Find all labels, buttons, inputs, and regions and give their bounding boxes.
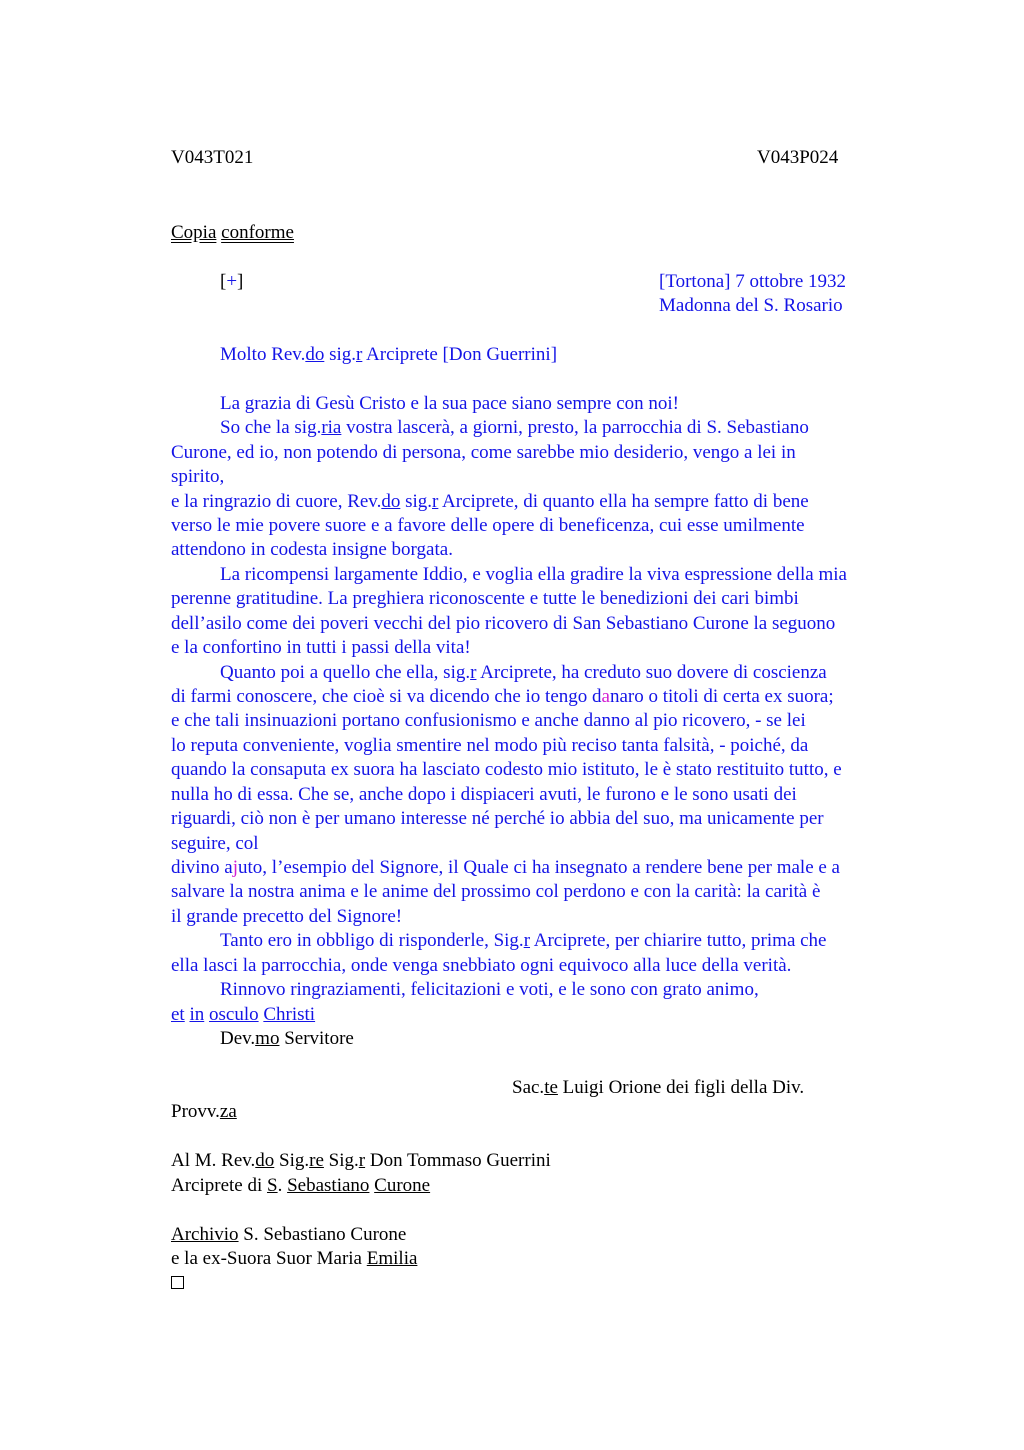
latin-greeting: et in osculo Christi xyxy=(171,1004,316,1025)
body-line: Rinnovo ringraziamenti, felicitazioni e voti, e le sono con grato animo, xyxy=(220,979,759,1000)
body-line: salvare la nostra anima e le anime del prossimo col perdono e con la carità: la carità è xyxy=(171,881,821,902)
document-code-right: V043P024 xyxy=(757,147,839,168)
document-code-left: V043T021 xyxy=(171,147,254,168)
end-box-icon xyxy=(171,1271,184,1295)
body-line: e la confortino in tutti i passi della vita! xyxy=(171,637,471,658)
closing: Dev.mo Servitore xyxy=(220,1028,354,1049)
body-line: attendono in codesta insigne borgata. xyxy=(171,539,453,560)
body-line: verso le mie povere suore e a favore delle opere di beneficenza, cui esse umilmente xyxy=(171,515,805,536)
body-line: quando la consaputa ex suora ha lasciato codesto mio istituto, le è stato restituito tutto, e xyxy=(171,759,842,780)
address-line: Arciprete di S. Sebastiano Curone xyxy=(171,1175,431,1196)
body-line: seguire, col xyxy=(171,833,259,854)
body-line: e la ringrazio di cuore, Rev.do sig.r Arciprete, di quanto ella ha sempre fatto di bene xyxy=(171,491,809,512)
letter-date: [Tortona] 7 ottobre 1932 xyxy=(659,271,847,292)
body-line: divino ajuto, l’esempio del Signore, il Quale ci ha insegnato a rendere bene per male e a xyxy=(171,857,840,878)
body-line: ella lasci la parrocchia, onde venga snebbiato ogni equivoco alla luce della verità. xyxy=(171,955,792,976)
cross-mark: [+] xyxy=(220,271,244,292)
archive-line: Archivio S. Sebastiano Curone xyxy=(171,1224,407,1245)
body-line: nulla ho di essa. Che se, anche dopo i dispiaceri avuti, le furono e le sono usati dei xyxy=(171,784,797,805)
body-line: dell’asilo come dei poveri vecchi del pio ricovero di San Sebastiano Curone la seguono xyxy=(171,613,836,634)
body-line: Quanto poi a quello che ella, sig.r Arciprete, ha creduto suo dovere di coscienza xyxy=(220,662,827,683)
signature-continued: Provv.za xyxy=(171,1101,237,1122)
body-line: lo reputa conveniente, voglia smentire nel modo più reciso tanta falsità, - poiché, da xyxy=(171,735,809,756)
body-line: il grande precetto del Signore! xyxy=(171,906,403,927)
body-line: e che tali insinuazioni portano confusionismo e anche danno al pio ricovero, - se lei xyxy=(171,710,806,731)
address-line: Al M. Rev.do Sig.re Sig.r Don Tommaso Guerrini xyxy=(171,1150,551,1171)
body-line: perenne gratitudine. La preghiera riconoscente e tutte le benedizioni dei cari bimbi xyxy=(171,588,799,609)
body-line: So che la sig.ria vostra lascerà, a giorni, presto, la parrocchia di S. Sebastiano xyxy=(220,417,809,438)
signature: Sac.te Luigi Orione dei figli della Div. xyxy=(512,1077,805,1098)
body-line: La grazia di Gesù Cristo e la sua pace siano sempre con noi! xyxy=(220,393,680,414)
letter-feast: Madonna del S. Rosario xyxy=(659,295,843,316)
body-line: spirito, xyxy=(171,466,225,487)
body-line: riguardi, ciò non è per umano interesse né perché io abbia del suo, ma unicamente per xyxy=(171,808,824,829)
document-title: Copia conforme xyxy=(171,222,294,243)
body-line: di farmi conoscere, che cioè si va dicendo che io tengo danaro o titoli di certa ex suora; xyxy=(171,686,834,707)
salutation: Molto Rev.do sig.r Arciprete [Don Guerrini] xyxy=(220,344,558,365)
body-line: La ricompensi largamente Iddio, e voglia ella gradire la viva espressione della mia xyxy=(220,564,847,585)
archive-line: e la ex-Suora Suor Maria Emilia xyxy=(171,1248,418,1269)
body-line: Curone, ed io, non potendo di persona, come sarebbe mio desiderio, vengo a lei in xyxy=(171,442,796,463)
body-line: Tanto ero in obbligo di risponderle, Sig.r Arciprete, per chiarire tutto, prima che xyxy=(220,930,827,951)
